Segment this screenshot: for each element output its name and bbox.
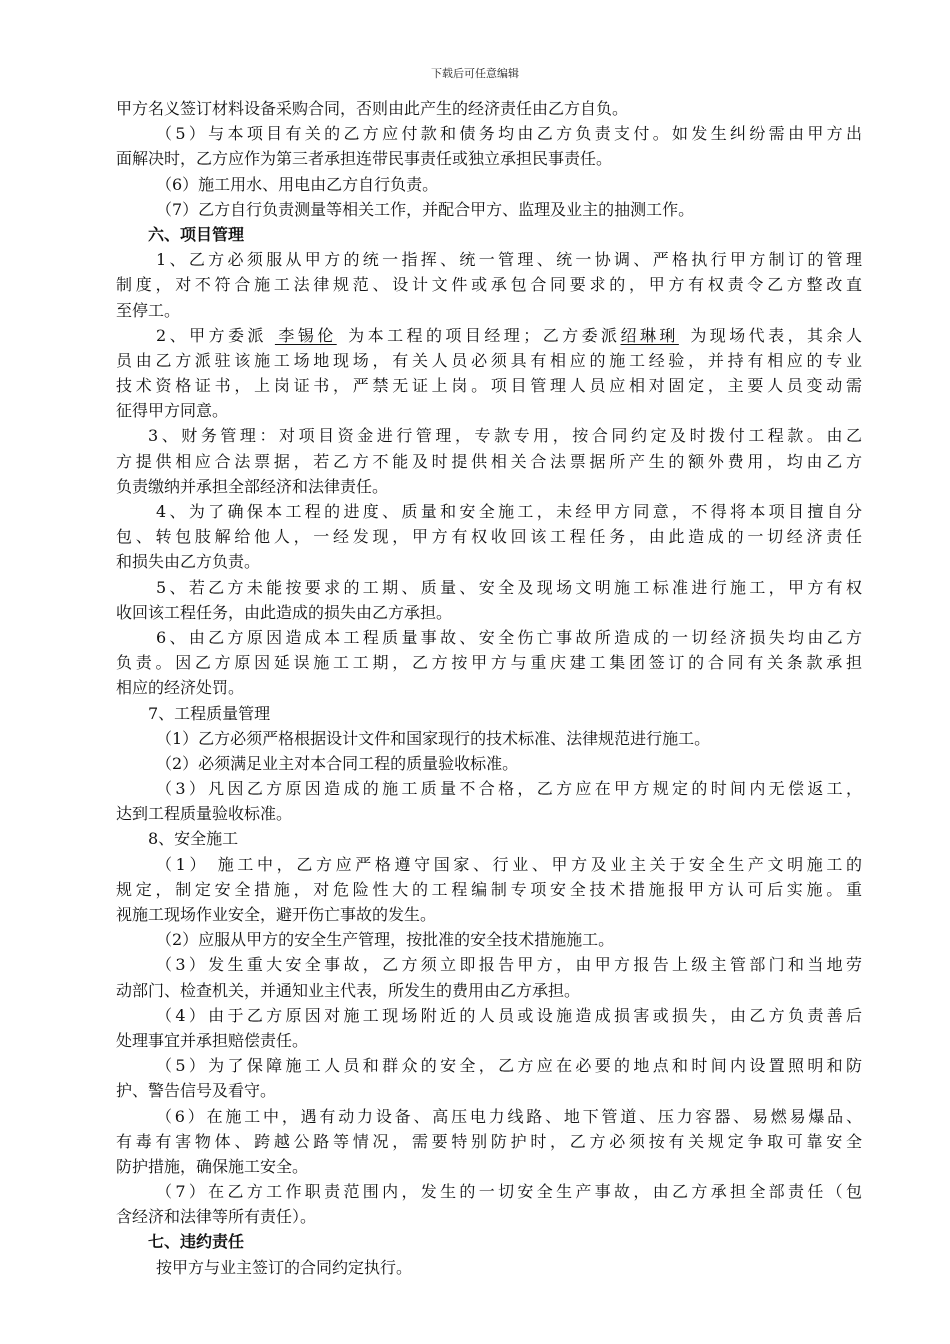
paragraph-line: 按甲方与业主签订的合同约定执行。	[156, 1257, 413, 1277]
paragraph-line: 视施工现场作业安全，避开伤亡事故的发生。	[116, 905, 437, 924]
paragraph-line: 含经济和法律等所有责任）。	[116, 1207, 317, 1227]
paragraph-line: 6、由乙方原因造成本工程质量事故、安全伤亡事故所造成的一切经济损失均由乙方	[156, 627, 862, 647]
subsection-heading: 8、安全施工	[148, 829, 239, 849]
paragraph-line: 有毒有害物体、跨越公路等情况，需要特别防护时，乙方必须按有关规定争取可靠安全	[116, 1131, 862, 1151]
paragraph-line: 和损失由乙方负责。	[116, 552, 261, 572]
paragraph-line: （6）在施工中，遇有动力设备、高压电力线路、地下管道、压力容器、易燃易爆品、	[156, 1106, 862, 1126]
paragraph-line: （1） 施工中，乙方应严格遵守国家、行业、甲方及业主关于安全生产文明施工的	[156, 854, 862, 874]
project-manager-name: 李锡伦	[274, 325, 337, 345]
paragraph-line: 包、转包肢解给他人，一经发现，甲方有权收回该工程任务，由此造成的一切经济责任	[116, 527, 862, 547]
paragraph-line: 5、若乙方未能按要求的工期、质量、安全及现场文明施工标准进行施工，甲方有权	[156, 577, 862, 597]
paragraph-line: （2）必须满足业主对本合同工程的质量验收标准。	[156, 753, 519, 773]
paragraph-line: 1、乙方必须服从甲方的统一指挥、统一管理、统一协调、严格执行甲方制订的管理	[156, 250, 862, 270]
paragraph-line: （1）乙方必须严格根据设计文件和国家现行的技术标准、法律规范进行施工。	[156, 728, 711, 748]
paragraph-line: 征得甲方同意。	[116, 401, 229, 421]
paragraph-line: 3、财务管理：对项目资金进行管理，专款专用，按合同约定及时拨付工程款。由乙	[148, 426, 862, 446]
paragraph-line: 收回该工程任务，由此造成的损失由乙方承担。	[116, 602, 453, 622]
contract-body	[116, 96, 862, 1280]
paragraph-text: 为本工程的项目经理；乙方委派	[344, 325, 621, 345]
paragraph-line: 规定，制定安全措施，对危险性大的工程编制专项安全技术措施报甲方认可后实施。重	[116, 879, 862, 899]
paragraph-line: （6）施工用水、用电由乙方自行负责。	[156, 174, 439, 194]
paragraph-line: （5）为了保障施工人员和群众的安全，乙方应在必要的地点和时间内设置照明和防	[156, 1056, 862, 1076]
paragraph-line: 防护措施，确保施工安全。	[116, 1156, 309, 1176]
paragraph-line: （5）与本项目有关的乙方应付款和债务均由乙方负责支付。如发生纠纷需由甲方出	[156, 124, 862, 144]
paragraph-text: 为现场代表，其余人	[686, 325, 862, 345]
paragraph-line: 处理事宜并承担赔偿责任。	[116, 1030, 309, 1050]
paragraph-line: 相应的经济处罚。	[116, 678, 245, 698]
subsection-heading: 7、工程质量管理	[148, 703, 271, 723]
site-representative-name: 绍琳琍	[620, 325, 679, 345]
paragraph-line: 负责缴纳并承担全部经济和法律责任。	[116, 476, 389, 496]
paragraph-line: （7）在乙方工作职责范围内，发生的一切安全生产事故，由乙方承担全部责任（包	[156, 1182, 862, 1202]
paragraph-line: 负责。因乙方原因延误施工工期，乙方按甲方与重庆建工集团签订的合同有关条款承担	[116, 653, 862, 673]
paragraph-line: 动部门、检查机关，并通知业主代表，所发生的费用由乙方承担。	[116, 980, 581, 1000]
paragraph-line: （3）凡因乙方原因造成的施工质量不合格，乙方应在甲方规定的时间内无偿返工，	[156, 779, 862, 799]
paragraph-line: 制度，对不符合施工法律规范、设计文件或承包合同要求的，甲方有权责令乙方整改直	[116, 275, 862, 295]
paragraph-line	[116, 323, 862, 348]
paragraph-text: 2、甲方委派	[156, 325, 267, 345]
header-note: 下载后可任意编辑	[431, 67, 519, 80]
paragraph-line: 技术资格证书，上岗证书，严禁无证上岗。项目管理人员应相对固定，主要人员变动需	[116, 376, 862, 396]
paragraph-line: 达到工程质量验收标准。	[116, 804, 293, 824]
section-heading: 七、违约责任	[148, 1232, 245, 1252]
paragraph-line: （3）发生重大安全事故，乙方须立即报告甲方，由甲方报告上级主管部门和当地劳	[156, 955, 862, 975]
paragraph-line: 甲方名义签订材料设备采购合同，否则由此产生的经济责任由乙方自负。	[116, 99, 629, 118]
paragraph-line: 至停工。	[116, 300, 181, 320]
paragraph-line: （4）由于乙方原因对施工现场附近的人员或设施造成损害或损失，由乙方负责善后	[156, 1005, 862, 1025]
paragraph-line: 4、为了确保本工程的进度、质量和安全施工，未经甲方同意，不得将本项目擅自分	[156, 502, 862, 521]
paragraph-line: 员由乙方派驻该施工场地现场，有关人员必须具有相应的施工经验，并持有相应的专业	[116, 350, 862, 370]
paragraph-line: 方提供相应合法票据，若乙方不能及时提供相关合法票据所产生的额外费用，均由乙方	[116, 451, 862, 471]
paragraph-line: 护、警告信号及看守。	[116, 1081, 277, 1101]
paragraph-line: 面解决时，乙方应作为第三者承担连带民事责任或独立承担民事责任。	[116, 149, 613, 169]
section-heading: 六、项目管理	[148, 224, 245, 244]
paragraph-line: （2）应服从甲方的安全生产管理，按批准的安全技术措施施工。	[156, 930, 615, 950]
paragraph-line: （7）乙方自行负责测量等相关工作，并配合甲方、监理及业主的抽测工作。	[156, 199, 695, 219]
